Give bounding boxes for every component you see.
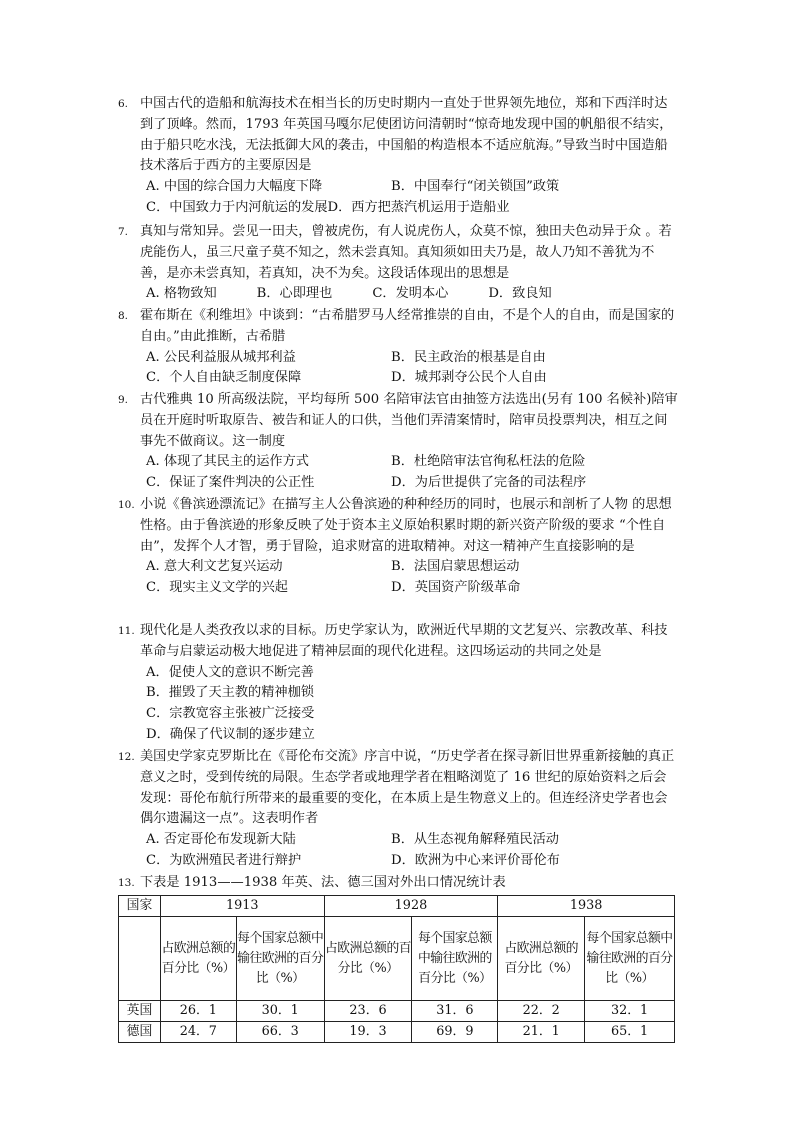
country-cell: 英国 [119, 1001, 161, 1022]
option-c: C．发明本心 [372, 286, 449, 302]
option-a: A. 格物致知 [146, 286, 217, 302]
year-header: 1928 [324, 896, 498, 917]
value-cell: 23．6 [324, 1001, 412, 1022]
column-header: 占欧洲总额的百分比（%） [498, 917, 585, 1001]
option-d: D．欧洲为中心来评价哥伦布 [391, 852, 560, 868]
value-cell: 65．1 [585, 1022, 675, 1043]
table-row [119, 1022, 675, 1043]
option-c: C．个人自由缺乏制度保障 [146, 370, 302, 386]
option-a: A. 否定哥伦布发现新大陆 [146, 832, 296, 848]
option-c: C．宗教宽容主张被广泛接受 [146, 706, 315, 722]
question-stem: 中国古代的造船和航海技术在相当长的历史时期内一直处于世界领先地位，郑和下西洋时达到了顶峰。然而，1793 年英国马嘎尔尼使团访问清朝时“惊奇地发现中国的帆船很不结实，由于船只吃水浅，无法抵御大风的袭击，中国船的构造根本不适应航海。”导致当时中国造船技术落后于西方的主要原因是 [140, 96, 673, 174]
year-header: 1938 [498, 896, 675, 917]
table-row [119, 1001, 675, 1022]
option-a: A．促使人文的意识不断完善 [146, 664, 314, 680]
option-a: A. 中国的综合国力大幅度下降 [146, 179, 323, 195]
question-number: 11. [118, 625, 135, 637]
question-9 [118, 390, 678, 494]
column-header: 每个国家总额中输往欧洲的百分比（%） [585, 917, 675, 1001]
column-header: 每个国家总额中输往欧洲的百分比（%） [412, 917, 498, 1001]
option-d: D．西方把蒸汽机运用于造船业 [327, 199, 510, 215]
question-stem: 霍布斯在《利维坦》中谈到：“古希腊罗马人经常推崇的自由，不是个人的自由，而是国家的自由。”由此推断，古希腊 [140, 308, 675, 344]
value-cell: 30．1 [236, 1001, 324, 1022]
question-stem: 小说《鲁滨逊漂流记》在描写主人公鲁滨逊的种种经历的同时，也展示和剖析了人物 的思想性格。由于鲁滨逊的形象反映了处于资本主义原始积累时期的新兴资产阶级的要求 “个性自由”，发挥个人才智，勇于冒险，追求财富的进取精神。对这一精神产生直接影响的是 [140, 497, 672, 554]
option-c: C．为欧洲殖民者进行辩护 [146, 852, 302, 868]
option-a: A. 公民利益服从城邦利益 [146, 349, 296, 365]
value-cell: 66．3 [236, 1022, 324, 1043]
option-b: B．心即理也 [256, 286, 333, 302]
question-stem: 现代化是人类孜孜以求的目标。历史学家认为，欧洲近代早期的文艺复兴、宗教改革、科技革命与启蒙运动极大地促进了精神层面的现代化进程。这四场运动的共同之处是 [140, 623, 668, 659]
column-header: 每个国家总额中输往欧洲的百分比（%） [236, 917, 324, 1001]
option-c: C．中国致力于内河航运的发展 [146, 199, 328, 215]
value-cell: 24．7 [160, 1022, 236, 1043]
option-b: B．从生态视角解释殖民活动 [391, 832, 559, 848]
question-number: 9. [118, 394, 129, 406]
question-number: 10. [118, 499, 135, 511]
empty-cell [119, 917, 161, 1001]
question-number: 13. [118, 877, 135, 889]
option-a: A. 意大利文艺复兴运动 [146, 559, 283, 575]
value-cell: 32．1 [585, 1001, 675, 1022]
question-10 [118, 495, 678, 599]
option-d: D．英国资产阶级革命 [391, 580, 521, 596]
option-d: D．确保了代议制的逐步建立 [146, 726, 315, 742]
question-8 [118, 306, 678, 389]
question-13 [118, 873, 678, 894]
value-cell: 19．3 [324, 1022, 412, 1043]
column-header: 占欧洲总额的百分比（%） [160, 917, 236, 1001]
option-b: B．摧毁了天主教的精神枷锁 [146, 685, 314, 701]
option-b: B．法国启蒙思想运动 [391, 559, 520, 575]
question-stem: 古代雅典 10 所高级法院，平均每所 500 名陪审法官由抽签方法选出(另有 100 名候补)陪审员在开庭时听取原告、被告和证人的口供，当他们弄清案情时，陪审员投票判决，相互之间事先不做商议。这一制度 [140, 392, 678, 449]
question-7 [118, 222, 678, 305]
option-c: C．现实主义文学的兴起 [146, 580, 288, 596]
option-d: D．致良知 [488, 286, 552, 302]
question-11 [118, 621, 678, 746]
value-cell: 22．2 [498, 1001, 585, 1022]
value-cell: 26．1 [160, 1001, 236, 1022]
option-a: A. 体现了其民主的运作方式 [146, 454, 309, 470]
question-6 [118, 94, 678, 219]
option-c: C．保证了案件判决的公正性 [146, 475, 315, 491]
question-number: 7. [118, 226, 129, 238]
value-cell: 21．1 [498, 1022, 585, 1043]
question-number: 6. [118, 98, 129, 110]
table-subheader-row [119, 917, 675, 1001]
option-d: D．为后世提供了完备的司法程序 [391, 475, 587, 491]
table-header-row [119, 896, 675, 917]
question-stem: 下表是 1913——1938 年英、法、德三国对外出口情况统计表 [140, 875, 506, 890]
question-stem: 美国史学家克罗斯比在《哥伦布交流》序言中说，“历史学者在探寻新旧世界重新接触的真正意义之时，受到传统的局限。生态学者或地理学者在粗略浏览了 16 世纪的原始资料之后会发现：哥伦布航行所带来的最重要的变化，在本质上是生物意义上的。但连经济史学者也会偶尔遗漏这一点”。这表明作者 [140, 749, 675, 827]
country-cell: 德国 [119, 1022, 161, 1043]
question-number: 12. [118, 751, 135, 763]
option-b: B．民主政治的根基是自由 [391, 349, 546, 365]
option-d: D．城邦剥夺公民个人自由 [391, 370, 547, 386]
question-number: 8. [118, 310, 129, 322]
option-b: B．杜绝陪审法官徇私枉法的危险 [391, 454, 586, 470]
country-header: 国家 [119, 896, 161, 917]
option-b: B．中国奉行“闭关锁国”政策 [391, 179, 560, 195]
question-stem: 真知与常知异。尝见一田夫，曾被虎伤，有人说虎伤人，众莫不惊，独田夫色动异于众 。若虎能伤人，虽三尺童子莫不知之，然未尝真知。真知须如田夫乃是，故人乃知不善犹为不善，是亦未尝真知，若真知，决不为矣。这段话体现出的思想是 [140, 224, 672, 281]
year-header: 1913 [160, 896, 324, 917]
value-cell: 69．9 [412, 1022, 498, 1043]
question-12 [118, 747, 678, 872]
export-statistics-table [118, 895, 675, 1043]
value-cell: 31．6 [412, 1001, 498, 1022]
column-header: 占欧洲总额的百分比（%） [324, 917, 412, 1001]
